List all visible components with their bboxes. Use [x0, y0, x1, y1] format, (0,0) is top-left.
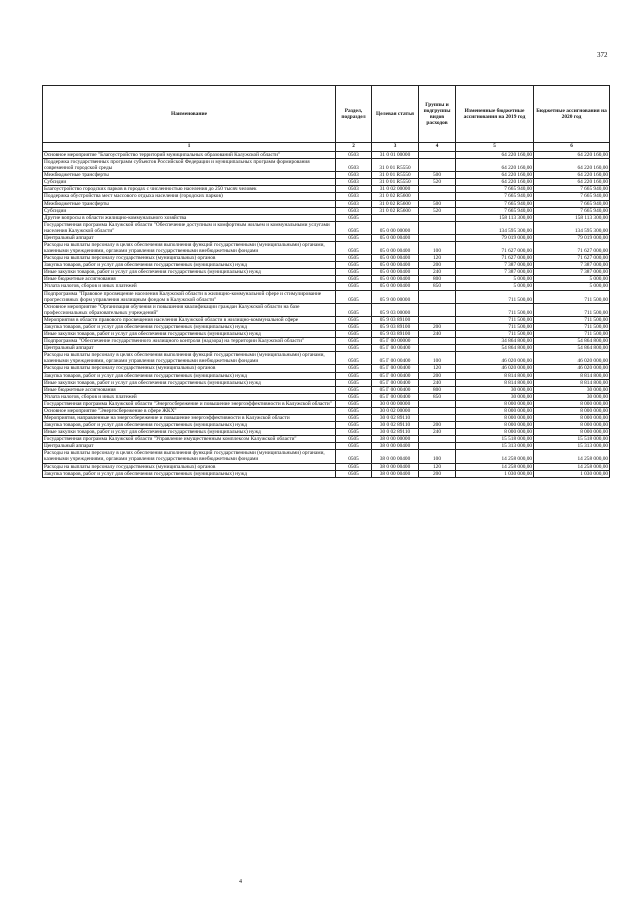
- row-section: 0505: [336, 338, 372, 345]
- table-row: [43, 303, 610, 316]
- row-amount-2020: 15 518 000,00: [534, 436, 610, 443]
- row-group: 200: [419, 262, 456, 269]
- column-number: 4: [419, 143, 456, 152]
- row-section: 0505: [336, 352, 372, 365]
- row-amount-2020: 46 020 000,00: [534, 365, 610, 372]
- row-name: Расходы на выплаты персоналу в целях обеспечения выполнения функций государственными (муниципальными) органами, казенными учреждениями, органами управления государственными внебюджетными фондами: [43, 450, 336, 463]
- row-section: 0505: [336, 422, 372, 429]
- column-number: 6: [534, 143, 610, 152]
- row-section: 0505: [336, 242, 372, 255]
- table-row: [43, 186, 610, 193]
- row-name: Мероприятия в области правового просвещения населения Калужской области в жилищно-коммунальной сфере: [43, 316, 336, 323]
- row-group: [419, 316, 456, 323]
- row-amount-2019: 64 220 160,00: [456, 159, 534, 172]
- row-amount-2020: 15 313 000,00: [534, 443, 610, 450]
- row-amount-2019: 7 665 940,00: [456, 186, 534, 193]
- row-amount-2019: 71 627 000,00: [456, 255, 534, 262]
- row-article: 31 0 01 R5550: [372, 159, 419, 172]
- row-section: 0505: [336, 214, 372, 221]
- row-name: Уплата налогов, сборов и иных платежей: [43, 393, 336, 400]
- row-article: 05 Г 00 00400: [372, 379, 419, 386]
- header-group: Группы и подгруппы видов расходов: [419, 86, 456, 143]
- row-article: 31 0 02 R5600: [372, 200, 419, 207]
- row-name: Закупка товаров, работ и услуг для обеспечения государственных (муниципальных) нужд: [43, 262, 336, 269]
- row-amount-2020: 134 595 300,00: [534, 221, 610, 234]
- row-amount-2019: 7 665 940,00: [456, 200, 534, 207]
- row-article: 30 0 02 89110: [372, 414, 419, 421]
- row-article: 05 Г 00 00400: [372, 345, 419, 352]
- row-name: Подпрограмма "Обеспечение государственного жилищного контроля (надзора) на территории Калужской области": [43, 338, 336, 345]
- row-article: [372, 214, 419, 221]
- row-group: 520: [419, 207, 456, 214]
- row-article: 05 Г 00 00400: [372, 393, 419, 400]
- row-name: Расходы на выплаты персоналу государственных (муниципальных) органов: [43, 365, 336, 372]
- row-section: 0505: [336, 303, 372, 316]
- row-article: 31 0 01 00000: [372, 152, 419, 159]
- table-row: [43, 152, 610, 159]
- table-row: [43, 255, 610, 262]
- table-row: [43, 372, 610, 379]
- row-name: Центральный аппарат: [43, 345, 336, 352]
- row-article: 05 9 03 89100: [372, 331, 419, 338]
- row-name: Межбюджетные трансферты: [43, 200, 336, 207]
- row-article: 05 Г 00 00400: [372, 386, 419, 393]
- row-section: 0505: [336, 316, 372, 323]
- row-group: 800: [419, 276, 456, 283]
- row-amount-2019: 30 000,00: [456, 386, 534, 393]
- table-row: [43, 214, 610, 221]
- row-name: Поддержка государственных программ субъектов Российской Федерации и муниципальных программ формирования современной городской среды: [43, 159, 336, 172]
- row-article: 30 0 02 89110: [372, 429, 419, 436]
- row-section: 0505: [336, 414, 372, 421]
- row-amount-2019: 8 000 000,00: [456, 414, 534, 421]
- row-article: 05 0 00 00400: [372, 262, 419, 269]
- table-row: [43, 338, 610, 345]
- row-article: 05 0 00 00400: [372, 276, 419, 283]
- table-row: [43, 283, 610, 290]
- row-group: [419, 152, 456, 159]
- row-name: Межбюджетные трансферты: [43, 172, 336, 179]
- row-amount-2020: 64 220 160,00: [534, 172, 610, 179]
- row-name: Поддержка обустройства мест массового отдыха населения (городских парков): [43, 193, 336, 200]
- row-amount-2019: 15 313 000,00: [456, 443, 534, 450]
- row-amount-2019: 64 220 160,00: [456, 179, 534, 186]
- row-article: 38 0 00 00000: [372, 436, 419, 443]
- row-group: 850: [419, 393, 456, 400]
- row-article: 05 0 00 00400: [372, 255, 419, 262]
- row-amount-2019: 711 500,00: [456, 323, 534, 330]
- header-name: Наименование: [43, 86, 336, 143]
- row-amount-2020: 1 030 000,00: [534, 470, 610, 477]
- row-section: 0505: [336, 290, 372, 303]
- row-amount-2020: 64 220 160,00: [534, 159, 610, 172]
- row-name: Иные закупки товаров, работ и услуг для обеспечения государственных (муниципальных) нужд: [43, 331, 336, 338]
- row-section: 0505: [336, 443, 372, 450]
- row-amount-2020: 79 019 000,00: [534, 234, 610, 241]
- row-section: 0505: [336, 407, 372, 414]
- row-amount-2019: 711 500,00: [456, 316, 534, 323]
- row-section: 0503: [336, 159, 372, 172]
- table-row: [43, 323, 610, 330]
- row-amount-2020: 711 500,00: [534, 290, 610, 303]
- row-group: [419, 414, 456, 421]
- table-row: [43, 207, 610, 214]
- row-article: 05 Г 00 00000: [372, 338, 419, 345]
- row-group: 100: [419, 450, 456, 463]
- header-section: Раздел, подраздел: [336, 86, 372, 143]
- row-article: 30 0 02 89110: [372, 422, 419, 429]
- table-row: [43, 386, 610, 393]
- row-amount-2019: 711 500,00: [456, 331, 534, 338]
- header-row: [43, 86, 610, 143]
- table-row: [43, 221, 610, 234]
- header-2019: Измененные бюджетные ассигнования на 2019 год: [456, 86, 534, 143]
- row-name: Мероприятия, направленные на энергосбережение и повышение энергоэффективности в Калужской области: [43, 414, 336, 421]
- row-amount-2020: 158 113 300,00: [534, 214, 610, 221]
- row-section: 0505: [336, 221, 372, 234]
- row-article: 38 0 00 00400: [372, 443, 419, 450]
- table-row: [43, 316, 610, 323]
- row-amount-2020: 14 258 000,00: [534, 463, 610, 470]
- row-amount-2020: 30 000,00: [534, 386, 610, 393]
- row-article: 05 Г 00 00400: [372, 352, 419, 365]
- row-name: Центральный аппарат: [43, 234, 336, 241]
- row-amount-2019: 8 000 000,00: [456, 407, 534, 414]
- table-row: [43, 407, 610, 414]
- row-group: [419, 290, 456, 303]
- table-row: [43, 276, 610, 283]
- row-amount-2019: 14 258 000,00: [456, 450, 534, 463]
- row-amount-2020: 8 814 800,00: [534, 379, 610, 386]
- row-group: 100: [419, 352, 456, 365]
- row-article: 05 9 00 00000: [372, 290, 419, 303]
- row-amount-2020: 7 387 000,00: [534, 269, 610, 276]
- row-group: 500: [419, 172, 456, 179]
- row-section: 0503: [336, 207, 372, 214]
- row-name: Расходы на выплаты персоналу государственных (муниципальных) органов: [43, 463, 336, 470]
- row-article: 38 0 00 00400: [372, 463, 419, 470]
- row-amount-2019: 5 000,00: [456, 276, 534, 283]
- row-section: 0505: [336, 365, 372, 372]
- row-section: 0505: [336, 269, 372, 276]
- row-group: 520: [419, 179, 456, 186]
- table-row: [43, 179, 610, 186]
- row-group: 200: [419, 470, 456, 477]
- row-section: 0503: [336, 179, 372, 186]
- row-amount-2019: 8 000 000,00: [456, 422, 534, 429]
- row-amount-2020: 71 627 000,00: [534, 255, 610, 262]
- row-section: 0505: [336, 386, 372, 393]
- table-row: [43, 393, 610, 400]
- row-group: [419, 400, 456, 407]
- row-group: 200: [419, 372, 456, 379]
- row-amount-2019: 79 019 000,00: [456, 234, 534, 241]
- row-name: Подпрограмма "Правовое просвещение населения Калужской области в жилищно-коммунальной сфере и стимулирование прогрессивных форм управления жилищным фондом в Калужской области": [43, 290, 336, 303]
- table-row: [43, 200, 610, 207]
- row-name: Основное мероприятие "Организация обучения и повышения квалификации граждан Калужской области на базе профессиональных образовательных учреждений": [43, 303, 336, 316]
- row-amount-2020: 8 000 000,00: [534, 429, 610, 436]
- row-article: 05 0 00 00400: [372, 283, 419, 290]
- row-amount-2020: 8 000 000,00: [534, 422, 610, 429]
- column-number: 2: [336, 143, 372, 152]
- footer-mark: 4: [239, 879, 242, 885]
- row-name: Закупка товаров, работ и услуг для обеспечения государственных (муниципальных) нужд: [43, 372, 336, 379]
- row-amount-2019: 14 258 000,00: [456, 463, 534, 470]
- table-row: [43, 193, 610, 200]
- row-article: 31 0 02 R5600: [372, 207, 419, 214]
- row-section: 0503: [336, 172, 372, 179]
- row-article: 05 9 03 00000: [372, 303, 419, 316]
- row-section: 0505: [336, 262, 372, 269]
- row-group: 240: [419, 331, 456, 338]
- row-name: Центральный аппарат: [43, 443, 336, 450]
- row-article: 38 0 00 00400: [372, 450, 419, 463]
- table-row: [43, 463, 610, 470]
- row-section: 0505: [336, 255, 372, 262]
- row-group: 500: [419, 200, 456, 207]
- row-amount-2020: 8 814 800,00: [534, 372, 610, 379]
- row-section: 0505: [336, 372, 372, 379]
- row-article: 05 9 03 89100: [372, 316, 419, 323]
- page-number: 372: [597, 51, 608, 59]
- row-group: 100: [419, 242, 456, 255]
- row-section: 0503: [336, 200, 372, 207]
- row-amount-2019: 46 020 000,00: [456, 365, 534, 372]
- row-amount-2019: 8 814 800,00: [456, 379, 534, 386]
- table-row: [43, 331, 610, 338]
- row-group: 800: [419, 386, 456, 393]
- row-amount-2020: 7 387 000,00: [534, 262, 610, 269]
- table-row: [43, 443, 610, 450]
- row-group: [419, 214, 456, 221]
- row-article: 05 Г 00 00400: [372, 365, 419, 372]
- row-section: 0505: [336, 345, 372, 352]
- row-amount-2019: 5 000,00: [456, 283, 534, 290]
- row-amount-2019: 7 665 940,00: [456, 207, 534, 214]
- row-name: Закупка товаров, работ и услуг для обеспечения государственных (муниципальных) нужд: [43, 323, 336, 330]
- row-section: 0505: [336, 283, 372, 290]
- column-number-row: [43, 143, 610, 152]
- table-row: [43, 352, 610, 365]
- row-amount-2019: 134 595 300,00: [456, 221, 534, 234]
- row-section: 0505: [336, 276, 372, 283]
- row-amount-2020: 7 665 940,00: [534, 193, 610, 200]
- table-row: [43, 172, 610, 179]
- row-section: 0505: [336, 450, 372, 463]
- row-name: Иные закупки товаров, работ и услуг для обеспечения государственных (муниципальных) нужд: [43, 379, 336, 386]
- row-section: 0503: [336, 193, 372, 200]
- row-amount-2020: 64 220 160,00: [534, 152, 610, 159]
- row-article: 38 0 00 00400: [372, 470, 419, 477]
- row-amount-2019: 711 500,00: [456, 303, 534, 316]
- row-group: 850: [419, 283, 456, 290]
- row-section: 0505: [336, 470, 372, 477]
- table-row: [43, 262, 610, 269]
- row-section: 0505: [336, 379, 372, 386]
- row-amount-2020: 711 500,00: [534, 303, 610, 316]
- row-name: Основное мероприятие "Энергосбережение в сфере ЖКХ": [43, 407, 336, 414]
- row-name: Уплата налогов, сборов и иных платежей: [43, 283, 336, 290]
- row-article: 05 Г 00 00400: [372, 372, 419, 379]
- row-name: Основное мероприятие "Благоустройство территорий муниципальных образований Калужской области": [43, 152, 336, 159]
- row-amount-2020: 711 500,00: [534, 316, 610, 323]
- row-amount-2020: 7 665 940,00: [534, 186, 610, 193]
- row-name: Иные закупки товаров, работ и услуг для обеспечения государственных (муниципальных) нужд: [43, 269, 336, 276]
- table-row: [43, 450, 610, 463]
- row-name: Закупка товаров, работ и услуг для обеспечения государственных (муниципальных) нужд: [43, 422, 336, 429]
- row-amount-2019: 1 030 000,00: [456, 470, 534, 477]
- column-number: 5: [456, 143, 534, 152]
- row-name: Государственная программа Калужской области "Управление имущественным комплексом Калужской области": [43, 436, 336, 443]
- row-amount-2020: 8 000 000,00: [534, 407, 610, 414]
- header-article: Целевая статья: [372, 86, 419, 143]
- row-amount-2019: 158 113 300,00: [456, 214, 534, 221]
- row-name: Субсидии: [43, 179, 336, 186]
- row-section: 0505: [336, 393, 372, 400]
- table-row: [43, 242, 610, 255]
- table-row: [43, 290, 610, 303]
- table-row: [43, 345, 610, 352]
- row-section: 0505: [336, 400, 372, 407]
- table-row: [43, 414, 610, 421]
- row-amount-2020: 711 500,00: [534, 323, 610, 330]
- row-section: 0505: [336, 429, 372, 436]
- row-section: 0503: [336, 152, 372, 159]
- row-group: [419, 221, 456, 234]
- row-article: 30 0 02 00000: [372, 407, 419, 414]
- row-amount-2020: 711 500,00: [534, 331, 610, 338]
- table-row: [43, 234, 610, 241]
- table-row: [43, 400, 610, 407]
- row-article: 05 9 03 89100: [372, 323, 419, 330]
- row-amount-2019: 34 864 800,00: [456, 338, 534, 345]
- row-article: 05 0 00 00400: [372, 269, 419, 276]
- row-amount-2019: 64 220 160,00: [456, 152, 534, 159]
- row-name: Субсидии: [43, 207, 336, 214]
- row-amount-2020: 8 000 000,00: [534, 414, 610, 421]
- row-amount-2019: 46 020 000,00: [456, 352, 534, 365]
- table-row: [43, 269, 610, 276]
- row-group: 200: [419, 422, 456, 429]
- table-row: [43, 422, 610, 429]
- row-group: 120: [419, 463, 456, 470]
- row-amount-2020: 8 000 000,00: [534, 400, 610, 407]
- row-amount-2020: 46 020 000,00: [534, 352, 610, 365]
- table-row: [43, 379, 610, 386]
- column-number: 1: [43, 143, 336, 152]
- row-name: Закупка товаров, работ и услуг для обеспечения государственных (муниципальных) нужд: [43, 470, 336, 477]
- row-name: Иные закупки товаров, работ и услуг для обеспечения государственных (муниципальных) нужд: [43, 429, 336, 436]
- row-article: 05 0 00 00400: [372, 234, 419, 241]
- row-article: 05 0 00 00000: [372, 221, 419, 234]
- row-amount-2020: 54 864 800,00: [534, 345, 610, 352]
- row-name: Другие вопросы в области жилищно-коммунального хозяйства: [43, 214, 336, 221]
- row-section: 0505: [336, 331, 372, 338]
- row-amount-2019: 54 864 800,00: [456, 345, 534, 352]
- row-group: 120: [419, 255, 456, 262]
- row-name: Расходы на выплаты персоналу в целях обеспечения выполнения функций государственными (муниципальными) органами, казенными учреждениями, органами управления государственными внебюджетными фондами: [43, 242, 336, 255]
- row-group: 240: [419, 379, 456, 386]
- header-2020: Бюджетные ассигнования на 2020 год: [534, 86, 610, 143]
- row-amount-2019: 8 000 000,00: [456, 400, 534, 407]
- row-group: 200: [419, 323, 456, 330]
- row-amount-2019: 30 000,00: [456, 393, 534, 400]
- row-group: [419, 303, 456, 316]
- row-name: Расходы на выплаты персоналу государственных (муниципальных) органов: [43, 255, 336, 262]
- row-section: 0505: [336, 234, 372, 241]
- row-group: 120: [419, 365, 456, 372]
- row-section: 0505: [336, 463, 372, 470]
- table-row: [43, 429, 610, 436]
- row-group: [419, 193, 456, 200]
- row-amount-2020: 5 000,00: [534, 283, 610, 290]
- row-amount-2019: 711 500,00: [456, 290, 534, 303]
- column-number: 3: [372, 143, 419, 152]
- row-section: 0503: [336, 186, 372, 193]
- row-group: [419, 338, 456, 345]
- row-group: [419, 443, 456, 450]
- table-body: [43, 152, 610, 478]
- row-amount-2020: 7 665 940,00: [534, 200, 610, 207]
- row-group: 240: [419, 429, 456, 436]
- row-section: 0505: [336, 323, 372, 330]
- row-article: 31 0 02 R5600: [372, 193, 419, 200]
- row-article: 30 0 00 00000: [372, 400, 419, 407]
- budget-table: [42, 85, 610, 478]
- row-amount-2020: 5 000,00: [534, 276, 610, 283]
- row-amount-2019: 8 814 800,00: [456, 372, 534, 379]
- row-article: 31 0 02 00000: [372, 186, 419, 193]
- row-amount-2020: 14 258 000,00: [534, 450, 610, 463]
- row-group: [419, 186, 456, 193]
- row-group: [419, 234, 456, 241]
- row-amount-2020: 54 864 800,00: [534, 338, 610, 345]
- row-name: Иные бюджетные ассигнования: [43, 276, 336, 283]
- row-article: 31 0 01 R5550: [372, 172, 419, 179]
- row-amount-2019: 7 387 000,00: [456, 262, 534, 269]
- row-name: Расходы на выплаты персоналу в целях обеспечения выполнения функций государственными (муниципальными) органами, казенными учреждениями, органами управления государственными внебюджетными фондами: [43, 352, 336, 365]
- row-amount-2020: 64 220 160,00: [534, 179, 610, 186]
- row-name: Государственная программа Калужской области "Обеспечение доступным и комфортным жильем и коммунальными услугами населения Калужской области": [43, 221, 336, 234]
- row-name: Иные бюджетные ассигнования: [43, 386, 336, 393]
- row-group: [419, 407, 456, 414]
- table-row: [43, 470, 610, 477]
- row-group: [419, 436, 456, 443]
- row-group: [419, 159, 456, 172]
- row-amount-2020: 30 000,00: [534, 393, 610, 400]
- row-name: Благоустройство городских парков в городах с численностью населения до 250 тысяч человек: [43, 186, 336, 193]
- row-amount-2019: 15 518 000,00: [456, 436, 534, 443]
- row-amount-2019: 7 387 000,00: [456, 269, 534, 276]
- row-amount-2019: 7 665 940,00: [456, 193, 534, 200]
- row-name: Государственная программа Калужской области "Энергосбережение и повышение энергоэффективности в Калужской области": [43, 400, 336, 407]
- row-amount-2019: 71 627 000,00: [456, 242, 534, 255]
- table-row: [43, 436, 610, 443]
- row-amount-2019: 8 000 000,00: [456, 429, 534, 436]
- row-group: [419, 345, 456, 352]
- row-group: 240: [419, 269, 456, 276]
- row-article: 05 0 00 00400: [372, 242, 419, 255]
- table-row: [43, 365, 610, 372]
- row-section: 0505: [336, 436, 372, 443]
- row-amount-2020: 71 627 000,00: [534, 242, 610, 255]
- row-amount-2020: 7 665 940,00: [534, 207, 610, 214]
- table-row: [43, 159, 610, 172]
- row-article: 31 0 01 R5550: [372, 179, 419, 186]
- row-amount-2019: 64 220 160,00: [456, 172, 534, 179]
